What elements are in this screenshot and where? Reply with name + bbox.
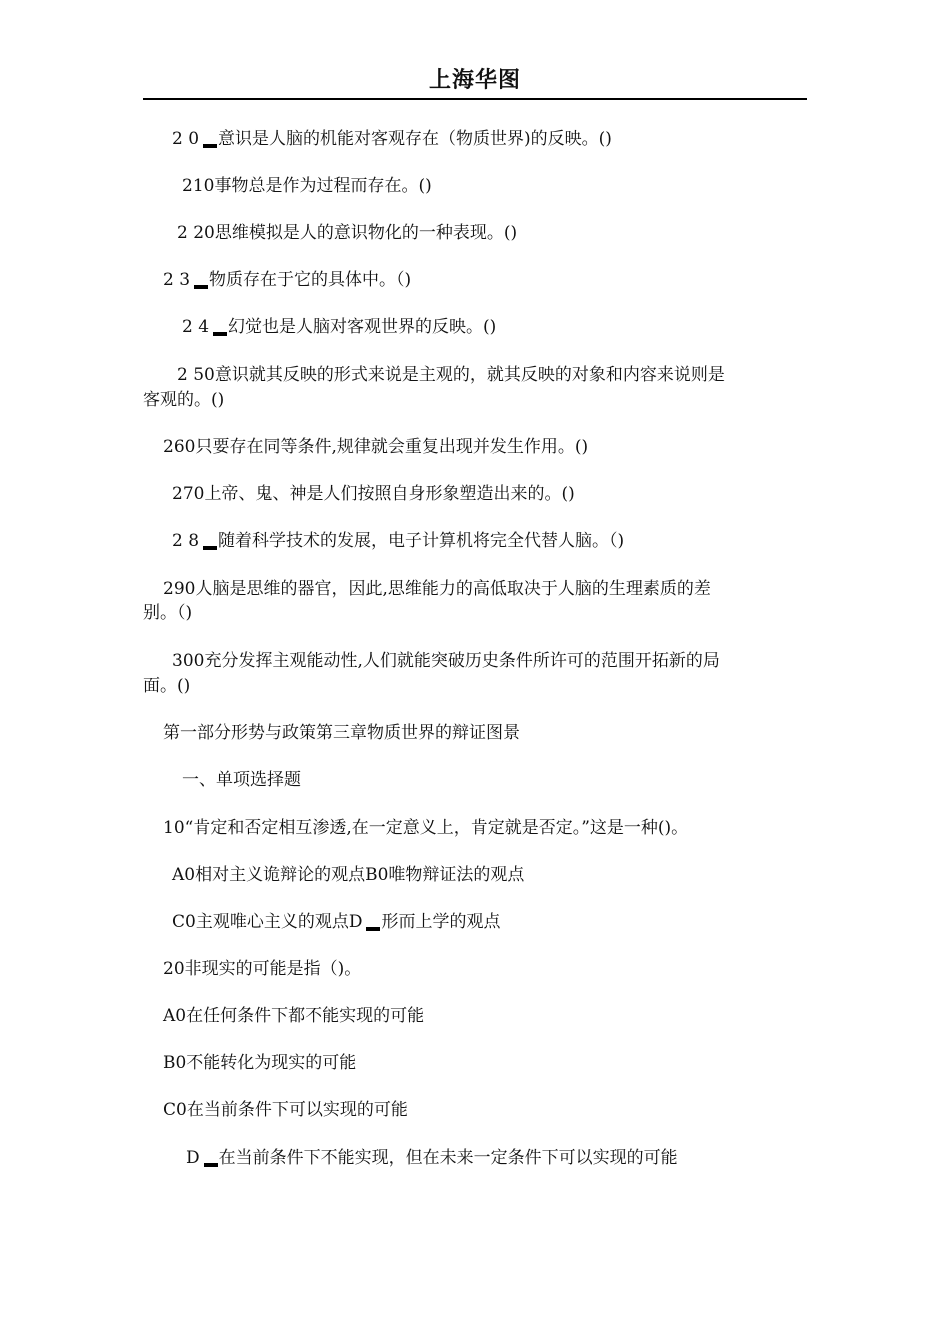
question-30-line-2: 面。() bbox=[143, 676, 191, 696]
question-28-number: 2 8 bbox=[172, 531, 200, 551]
question-24 bbox=[182, 315, 496, 339]
question-27: 270上帝、鬼、神是人们按照自身形象塑造出来的。() bbox=[172, 484, 575, 504]
blank-mark-icon bbox=[203, 144, 217, 150]
question-30-line-1: 300充分发挥主观能动性,人们就能突破历史条件所许可的范围开拓新的局 bbox=[172, 651, 720, 671]
question-23-text: 物质存在于它的具体中。（) bbox=[209, 270, 412, 290]
mc-question-1: 10“肯定和否定相互渗透,在一定意义上，肯定就是否定。”这是一种()。 bbox=[163, 818, 689, 838]
blank-mark-icon bbox=[213, 332, 227, 338]
mc-question-2-option-d-letter: D bbox=[186, 1148, 200, 1168]
question-26: 260只要存在同等条件,规律就会重复出现并发生作用。() bbox=[163, 437, 589, 457]
question-25-line-2: 客观的。() bbox=[143, 390, 225, 410]
question-23 bbox=[163, 268, 411, 292]
question-24-text: 幻觉也是人脑对客观世界的反映。() bbox=[228, 317, 497, 337]
question-23-number: 2 3 bbox=[163, 270, 191, 290]
blank-mark-icon bbox=[194, 285, 208, 291]
header-divider bbox=[143, 98, 807, 100]
mc-question-2-option-d-text: 在当前条件下不能实现，但在未来一定条件下可以实现的可能 bbox=[218, 1148, 678, 1168]
question-25-line-1: 2 50意识就其反映的形式来说是主观的，就其反映的对象和内容来说则是 bbox=[177, 365, 725, 385]
blank-mark-icon bbox=[366, 927, 380, 933]
mc-question-2-option-b: B0不能转化为现实的可能 bbox=[163, 1053, 357, 1073]
mc-question-1-options-cd bbox=[172, 910, 500, 934]
mc-question-1-option-d: 形而上学的观点 bbox=[381, 912, 501, 932]
section-title: 第一部分形势与政策第三章物质世界的辩证图景 bbox=[163, 723, 520, 743]
question-20-text: 意识是人脑的机能对客观存在（物质世界)的反映。() bbox=[218, 129, 612, 149]
question-22: 2 20思维模拟是人的意识物化的一种表现。() bbox=[177, 223, 518, 243]
question-21: 210事物总是作为过程而存在。() bbox=[182, 176, 432, 196]
mc-question-1-option-c: C0主观唯心主义的观点D bbox=[172, 912, 363, 932]
question-20-number: 2 0 bbox=[172, 129, 200, 149]
mc-question-2: 20非现实的可能是指（)。 bbox=[163, 959, 362, 979]
question-29-line-2: 别。（) bbox=[143, 603, 193, 623]
question-20 bbox=[172, 127, 612, 151]
question-28 bbox=[172, 529, 624, 553]
blank-mark-icon bbox=[203, 546, 217, 552]
mc-question-2-option-a: A0在任何条件下都不能实现的可能 bbox=[163, 1006, 425, 1026]
question-29-line-1: 290人脑是思维的器官，因此,思维能力的高低取决于人脑的生理素质的差 bbox=[163, 579, 711, 599]
question-24-number: 2 4 bbox=[182, 317, 210, 337]
page-header-title: 上海华图 bbox=[428, 68, 521, 93]
subsection-title: 一、单项选择题 bbox=[182, 770, 301, 790]
question-28-text: 随着科学技术的发展，电子计算机将完全代替人脑。（) bbox=[218, 531, 625, 551]
blank-mark-icon bbox=[204, 1163, 218, 1169]
mc-question-1-options-ab: A0相对主义诡辩论的观点B0唯物辩证法的观点 bbox=[172, 865, 525, 885]
mc-question-2-option-d bbox=[186, 1146, 678, 1170]
mc-question-2-option-c: C0在当前条件下可以实现的可能 bbox=[163, 1100, 408, 1120]
